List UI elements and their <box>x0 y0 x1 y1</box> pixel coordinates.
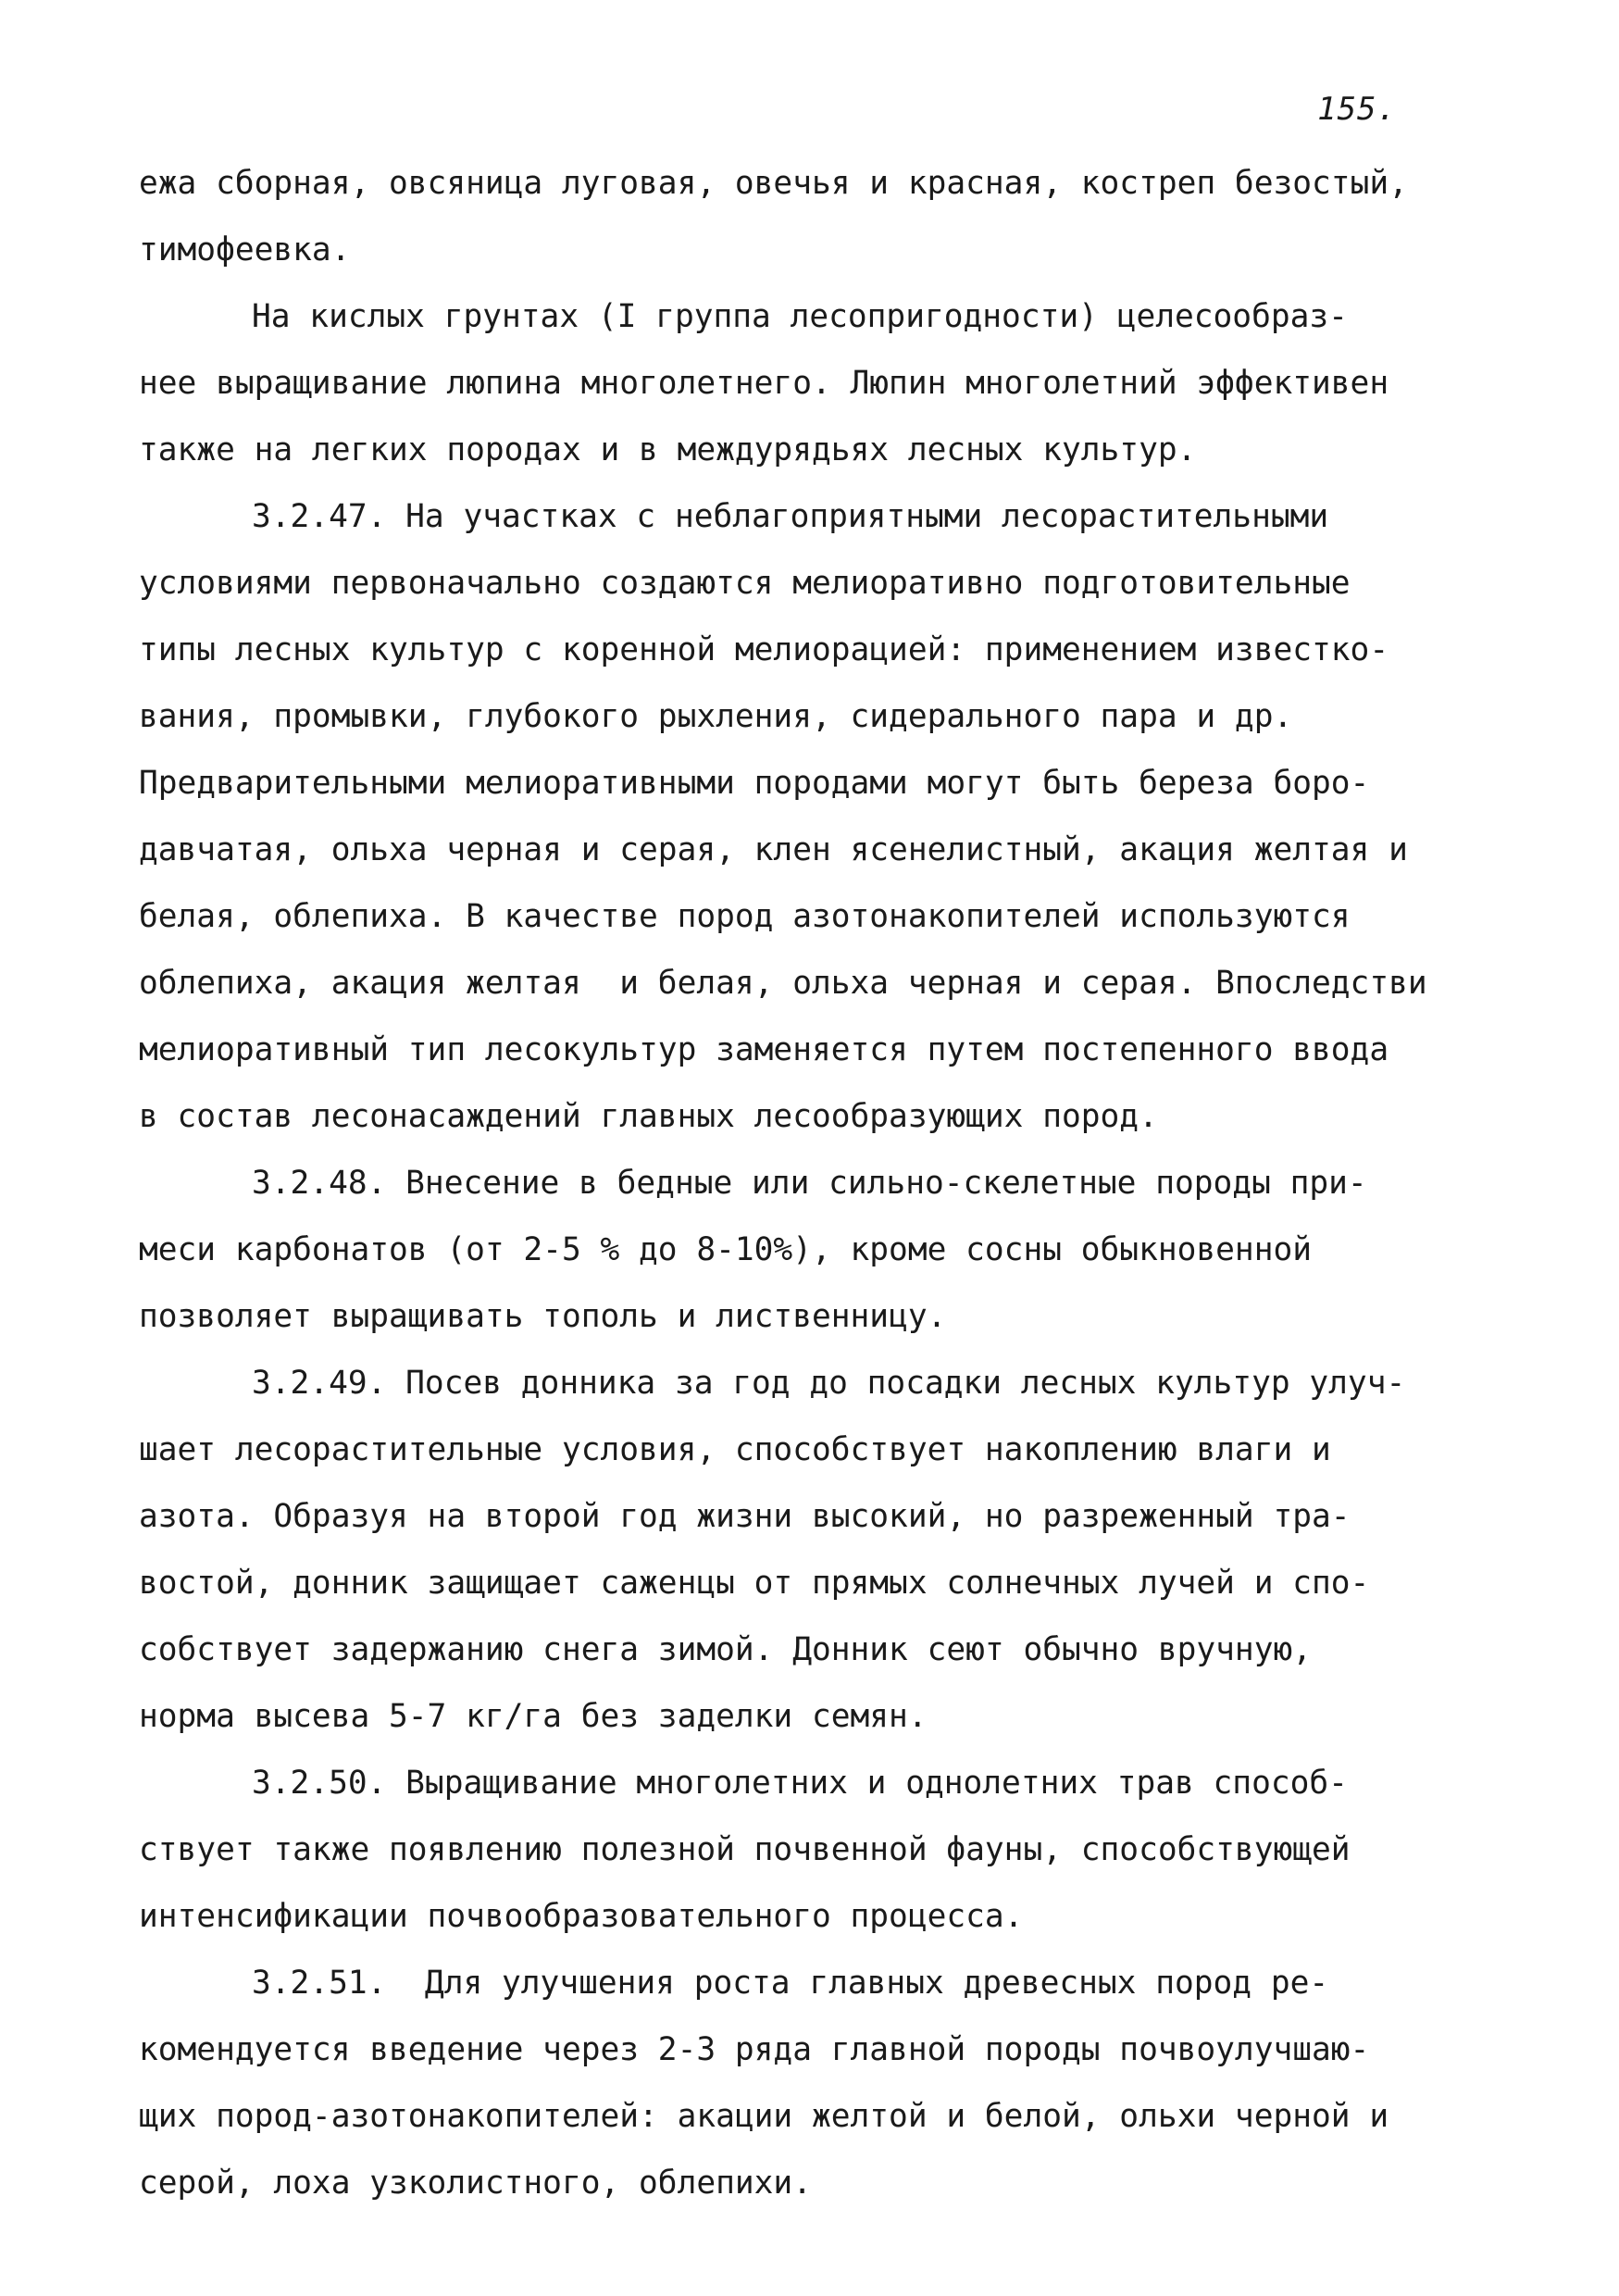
text-line: щих пород-азотонакопителей: акации желтой и белой, ольхи черной и <box>139 2098 1389 2135</box>
text-line: белая, облепиха. В качестве пород азотонакопителей используются <box>139 898 1351 935</box>
text-line: давчатая, ольха черная и серая, клен ясенелистный, акация желтая и <box>139 831 1408 868</box>
text-line: востой, донник защищает саженцы от прямых солнечных лучей и спо- <box>139 1565 1370 1602</box>
paragraph-start: 3.2.49. Посев донника за год до посадки лесных культур улуч- <box>252 1365 1406 1402</box>
page-number: 155. <box>1317 91 1397 128</box>
text-line: тимофеевка. <box>139 231 351 268</box>
paragraph-start: 3.2.47. На участках с неблагоприятными лесорастительными <box>252 498 1329 535</box>
text-line: позволяет выращивать тополь и лиственницу. <box>139 1298 947 1335</box>
text-line: шает лесорастительные условия, способствует накоплению влаги и <box>139 1431 1331 1468</box>
paragraph-start: 3.2.48. Внесение в бедные или сильно-скелетные породы при- <box>252 1165 1367 1202</box>
paragraph-start: 3.2.51. Для улучшения роста главных древесных пород ре- <box>252 1965 1329 2002</box>
text-line: облепиха, акация желтая и белая, ольха черная и серая. Впоследстви <box>139 965 1427 1002</box>
text-line: азота. Образуя на второй год жизни высокий, но разреженный тра- <box>139 1498 1351 1535</box>
text-line: ствует также появлению полезной почвенной фауны, способствующей <box>139 1831 1351 1868</box>
text-line: в состав лесонасаждений главных лесообразующих пород. <box>139 1098 1158 1135</box>
paragraph-start: На кислых грунтах (I группа лесопригодности) целесообраз- <box>252 298 1348 335</box>
text-line: серой, лоха узколистного, облепихи. <box>139 2165 812 2202</box>
text-line: мелиоративный тип лесокультур заменяется путем постепенного ввода <box>139 1031 1389 1068</box>
text-line: комендуется введение через 2-3 ряда главной породы почвоулучшаю- <box>139 2031 1370 2068</box>
body-text <box>139 150 1500 2216</box>
text-line: нее выращивание люпина многолетнего. Люпин многолетний эффективен <box>139 365 1389 402</box>
paragraph-start: 3.2.50. Выращивание многолетних и однолетних трав способ- <box>252 1765 1348 1802</box>
text-line: также на легких породах и в междурядьях лесных культур. <box>139 431 1197 468</box>
text-line: интенсификации почвообразовательного процесса. <box>139 1898 1024 1935</box>
text-line: типы лесных культур с коренной мелиорацией: применением известко- <box>139 631 1389 668</box>
text-line: вания, промывки, глубокого рыхления, сидерального пара и др. <box>139 698 1293 735</box>
text-line: ежа сборная, овсяница луговая, овечья и красная, костреп безостый, <box>139 165 1408 202</box>
text-line: норма высева 5-7 кг/га без заделки семян. <box>139 1698 928 1735</box>
text-line: меси карбонатов (от 2-5 % до 8-10%), кроме сосны обыкновенной <box>139 1231 1313 1268</box>
text-line: Предварительными мелиоративными породами могут быть береза боро- <box>139 765 1370 802</box>
text-line: условиями первоначально создаются мелиоративно подготовительные <box>139 565 1351 602</box>
text-line: собствует задержанию снега зимой. Донник сеют обычно вручную, <box>139 1631 1313 1668</box>
